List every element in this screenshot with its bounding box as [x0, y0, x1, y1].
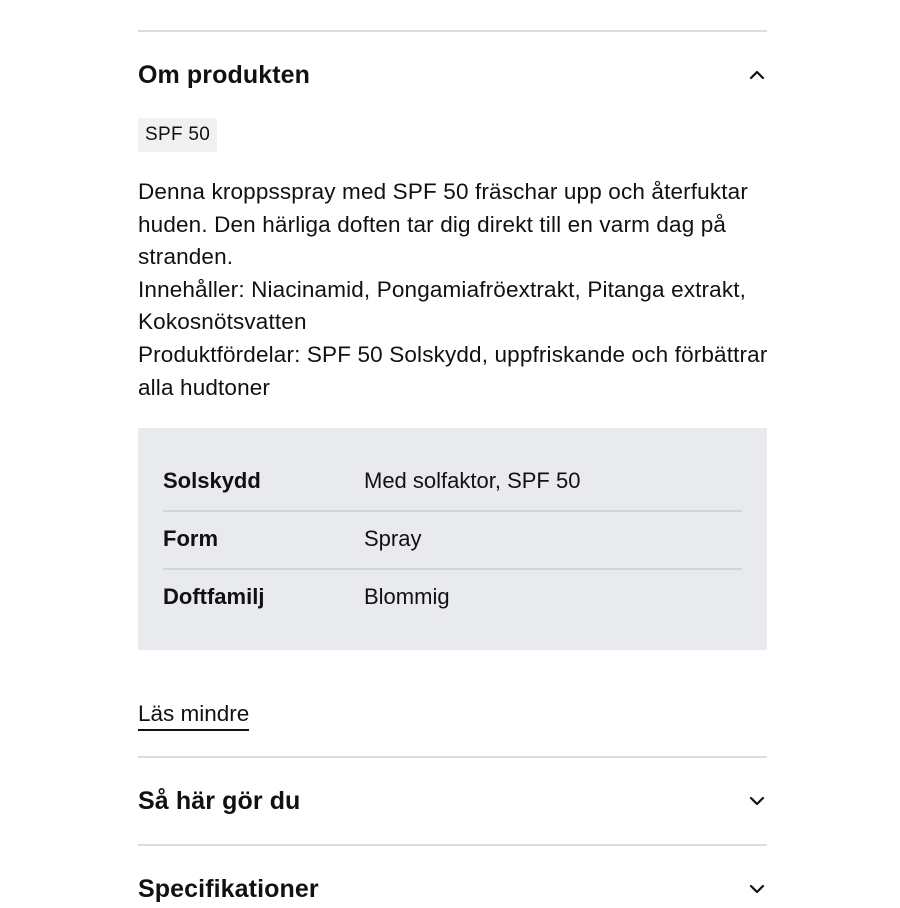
- about-section-header[interactable]: [138, 56, 767, 94]
- attribute-value: Spray: [364, 526, 422, 551]
- description-line: alla hudtoner: [138, 374, 271, 400]
- attribute-row: [163, 452, 742, 512]
- divider: [138, 756, 767, 758]
- description-line: huden. Den härliga doften tar dig direkt till en varm dag på: [138, 211, 727, 237]
- about-section-title: Om produkten: [138, 60, 311, 89]
- attribute-value: Med solfaktor, SPF 50: [364, 468, 581, 493]
- description-line: Innehåller: Niacinamid, Pongamiafröextrakt, Pitanga extrakt,: [138, 276, 747, 302]
- attribute-key: Form: [163, 526, 218, 551]
- chevron-up-icon[interactable]: [747, 65, 767, 85]
- description-line: Produktfördelar: SPF 50 Solskydd, uppfriskande och förbättrar: [138, 341, 768, 367]
- description-line: Denna kroppsspray med SPF 50 fräschar upp och återfuktar: [138, 179, 748, 204]
- attribute-key: Solskydd: [163, 468, 261, 493]
- attribute-value: Blommig: [364, 584, 450, 609]
- product-description: [138, 176, 767, 404]
- read-less-link[interactable]: Läs mindre: [138, 700, 249, 731]
- attribute-row: [163, 510, 742, 570]
- specs-section-header[interactable]: [138, 870, 767, 908]
- attributes-table: [138, 428, 767, 650]
- specs-section-title: Specifikationer: [138, 874, 319, 903]
- how-to-section-header[interactable]: [138, 782, 767, 820]
- spf-tag: SPF 50: [138, 118, 217, 152]
- divider: [138, 30, 767, 32]
- attribute-key: Doftfamilj: [163, 584, 265, 609]
- chevron-down-icon[interactable]: [747, 791, 767, 811]
- description-line: stranden.: [138, 244, 234, 270]
- how-to-section-title: Så här gör du: [138, 786, 301, 815]
- description-line: Kokosnötsvatten: [138, 309, 307, 335]
- attribute-row: [163, 568, 742, 626]
- chevron-down-icon[interactable]: [747, 879, 767, 899]
- divider: [138, 844, 767, 846]
